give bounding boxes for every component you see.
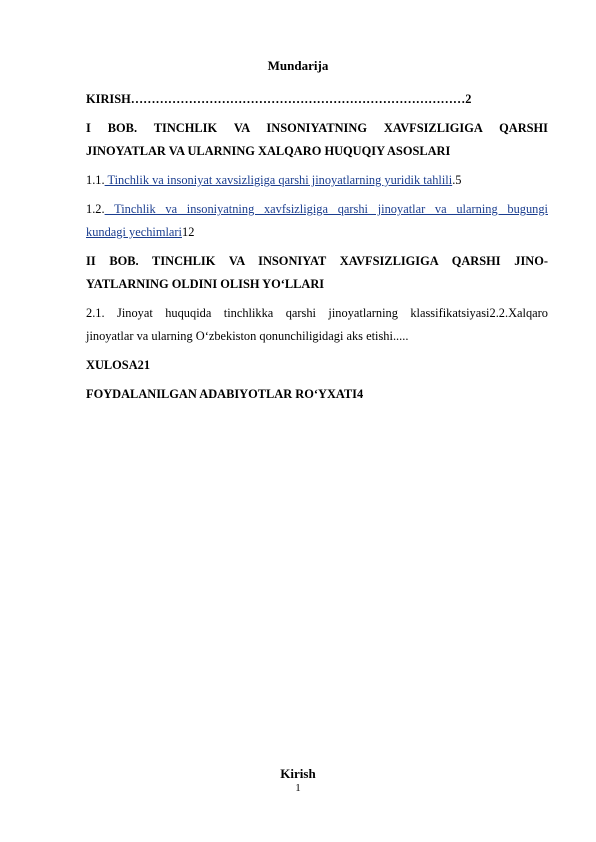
toc-entry-kirish: KIRISH………………………………………………………………………2 — [86, 92, 472, 106]
toc-entry-1-2-line-1 — [86, 198, 548, 220]
toc-chapter-2-line-2: YATLARNING OLDINI OLISH YO‘LLARI — [86, 277, 325, 291]
toc-entry-1-1-page: .5 — [452, 173, 462, 187]
toc-entry-2-line-2: jinoyatlar va ularning O‘zbekiston qonunchiligidagi aks etishi..... — [86, 329, 409, 343]
toc-entry-adabiyotlar: FOYDALANILGAN ADABIYOTLAR RO‘YXATI4 — [86, 387, 364, 401]
toc-chapter-2-line-1: II BOB. TINCHLIK VA INSONIYAT XAVFSIZLIGIGA QARSHI JINO- — [86, 254, 548, 268]
toc-link-1-2[interactable]: Tinchlik va insoniyatning xavfsizligiga qarshi jinoyatlar va ularning bugungi — [104, 202, 548, 216]
toc-link-1-2-continued[interactable]: kundagi yechimlari — [86, 225, 182, 239]
toc-title: Mundarija — [267, 58, 329, 73]
next-section-title: Kirish — [280, 766, 316, 781]
toc-chapter-1-line-1: I BOB. TINCHLIK VA INSONIYATNING XAVFSIZLIGIGA QARSHI — [86, 121, 548, 135]
toc-entry-1-1-number: 1.1. — [86, 173, 105, 187]
toc-link-1-1[interactable]: Tinchlik va insoniyat xavsizligiga qarshi jinoyatlarning yuridik tahlili — [104, 173, 453, 187]
toc-entry-1-1 — [86, 169, 548, 191]
toc-entry-1-2-page: 12 — [182, 225, 195, 239]
toc-entry-1-2-number: 1.2. — [86, 202, 105, 216]
page-number: 1 — [295, 782, 301, 794]
toc-entry-xulosa: XULOSA21 — [86, 358, 151, 372]
toc-entry-1-2-line-2 — [86, 221, 548, 243]
toc-chapter-1-line-2: JINOYATLAR VA ULARNING XALQARO HUQUQIY ASOSLARI — [86, 144, 451, 158]
toc-entry-2-line-1: 2.1. Jinoyat huquqida tinchlikka qarshi jinoyatlarning klassifikatsiyasi2.2.Xalqaro — [86, 306, 548, 320]
